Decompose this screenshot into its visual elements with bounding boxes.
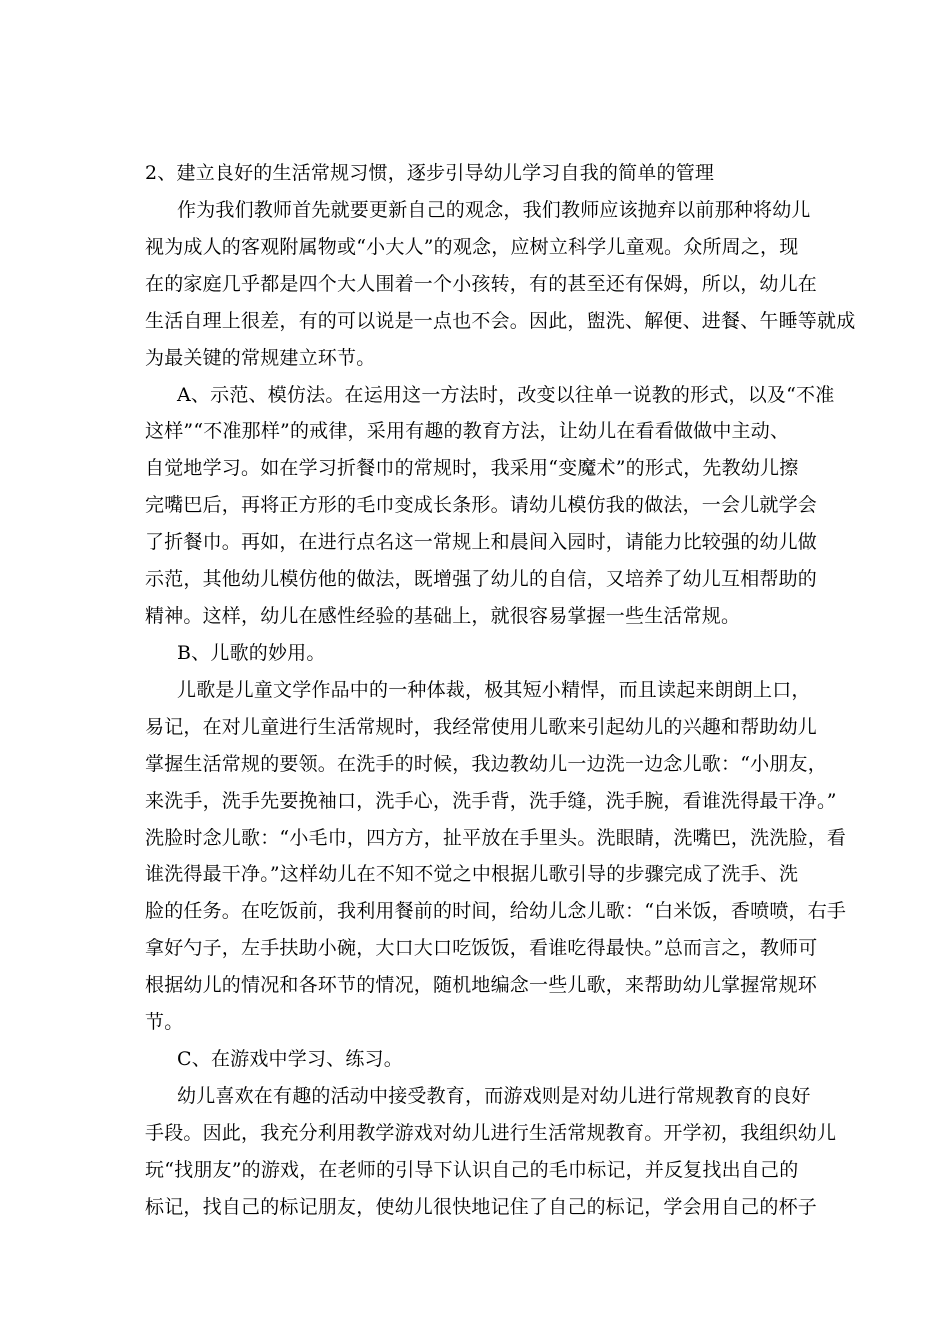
paragraph-line: 易记，在对儿童进行生活常规时，我经常使用儿歌来引起幼儿的兴趣和帮助幼儿 — [145, 716, 818, 738]
paragraph-line: 脸的任务。在吃饭前，我利用餐前的时间，给幼儿念儿歌：“白米饭，香喷喷，右手 — [145, 900, 847, 922]
paragraph-line: 视为成人的客观附属物或“小大人”的观念，应树立科学儿童观。众所周之，现 — [145, 236, 799, 258]
paragraph-line: 标记，找自己的标记朋友，使幼儿很快地记住了自己的标记，学会用自己的杯子 — [145, 1196, 818, 1218]
subheading-line: C、在游戏中学习、练习。 — [177, 1048, 403, 1070]
paragraph-line: 节。 — [145, 1011, 184, 1033]
paragraph-line: 谁洗得最干净。”这样幼儿在不知不觉之中根据儿歌引导的步骤完成了洗手、洗 — [145, 863, 799, 885]
section-heading: 2、建立良好的生活常规习惯，逐步引导幼儿学习自我的简单的管理 — [145, 162, 715, 184]
paragraph-line: 作为我们教师首先就要更新自己的观念，我们教师应该抛弃以前那种将幼儿 — [177, 199, 811, 221]
subheading-line: A、示范、模仿法。在运用这一方法时，改变以往单一说教的形式，以及“不准 — [177, 384, 835, 406]
paragraph-line: 精神。这样，幼儿在感性经验的基础上，就很容易掌握一些生活常规。 — [145, 605, 741, 627]
paragraph-line: 根据幼儿的情况和各环节的情况，随机地编念一些儿歌，来帮助幼儿掌握常规环 — [145, 974, 818, 996]
paragraph-line: 生活自理上很差，有的可以说是一点也不会。因此，盥洗、解便、进餐、午睡等就成 — [145, 310, 856, 332]
paragraph-line: 幼儿喜欢在有趣的活动中接受教育，而游戏则是对幼儿进行常规教育的良好 — [177, 1085, 811, 1107]
paragraph-line: 完嘴巴后，再将正方形的毛巾变成长条形。请幼儿模仿我的做法，一会儿就学会 — [145, 494, 818, 516]
paragraph-line: 这样”“不准那样”的戒律，采用有趣的教育方法，让幼儿在看看做做中主动、 — [145, 420, 790, 442]
paragraph-line: 洗脸时念儿歌：“小毛巾，四方方，扯平放在手里头。洗眼睛，洗嘴巴，洗洗脸，看 — [145, 827, 847, 849]
paragraph-line: 玩“找朋友”的游戏，在老师的引导下认识自己的毛巾标记，并反复找出自己的 — [145, 1159, 799, 1181]
paragraph-line: 掌握生活常规的要领。在洗手的时候，我边教幼儿一边洗一边念儿歌：“小朋友， — [145, 753, 827, 775]
paragraph-line: 在的家庭几乎都是四个大人围着一个小孩转，有的甚至还有保姆，所以，幼儿在 — [145, 273, 818, 295]
paragraph-line: 儿歌是儿童文学作品中的一种体裁，极其短小精悍，而且读起来朗朗上口， — [177, 679, 811, 701]
paragraph-line: 了折餐巾。再如，在进行点名这一常规上和晨间入园时，请能力比较强的幼儿做 — [145, 531, 818, 553]
paragraph-line: 为最关键的常规建立环节。 — [145, 347, 376, 369]
paragraph-line: 示范，其他幼儿模仿他的做法，既增强了幼儿的自信，又培养了幼儿互相帮助的 — [145, 568, 818, 590]
paragraph-line: 手段。因此，我充分利用教学游戏对幼儿进行生活常规教育。开学初，我组织幼儿 — [145, 1122, 837, 1144]
paragraph-line: 拿好勺子，左手扶助小碗，大口大口吃饭饭，看谁吃得最快。”总而言之，教师可 — [145, 937, 818, 959]
subheading-line: B、儿歌的妙用。 — [177, 642, 326, 664]
paragraph-line: 来洗手，洗手先要挽袖口，洗手心，洗手背，洗手缝，洗手腕，看谁洗得最干净。” — [145, 790, 837, 812]
paragraph-line: 自觉地学习。如在学习折餐巾的常规时，我采用“变魔术”的形式，先教幼儿擦 — [145, 457, 799, 479]
